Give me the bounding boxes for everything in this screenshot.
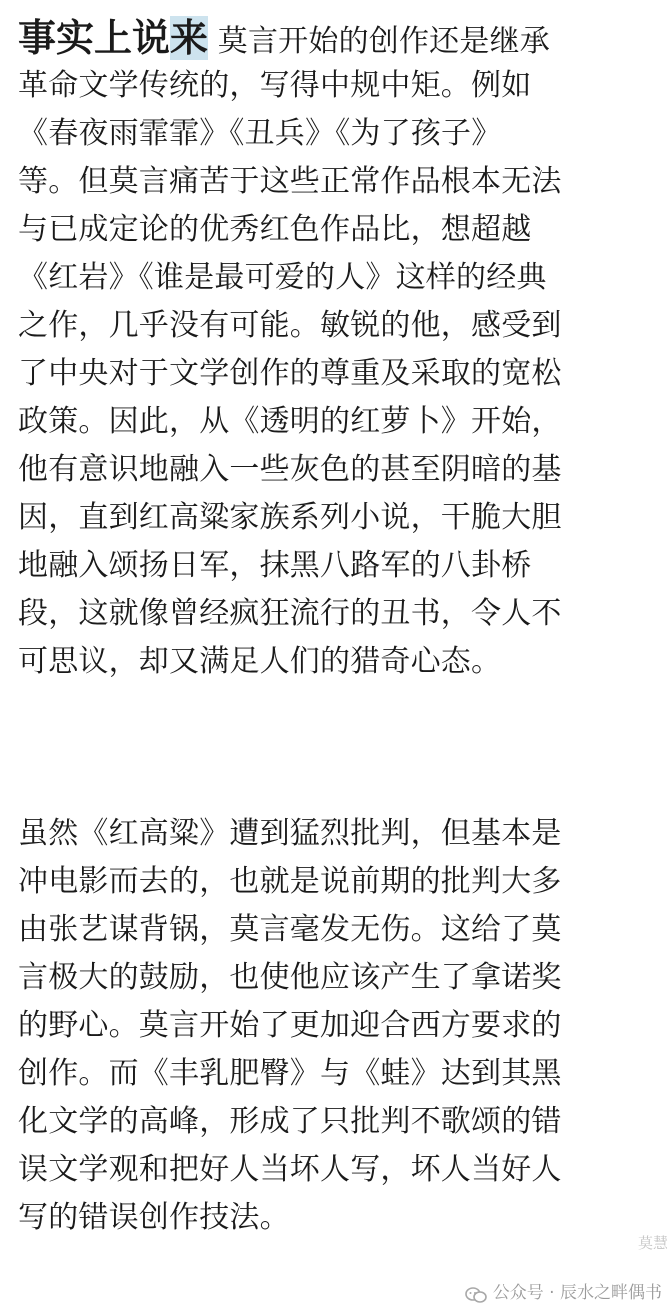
heading-text <box>18 16 208 60</box>
paragraph-1-line: 地融入颂扬日军，抹黑八路军的八卦桥 <box>18 548 532 583</box>
paragraph-1-line: 革命文学传统的，写得中规中矩。例如 <box>18 68 532 103</box>
paragraph-1-line: 与已成定论的优秀红色作品比，想超越 <box>18 212 532 247</box>
paragraph-2-line: 言极大的鼓励，也使他应该产生了拿诺奖 <box>18 960 562 995</box>
paragraph-2 <box>18 810 658 1242</box>
paragraph-1-line: 政策。因此，从《透明的红萝卜》开始， <box>18 404 562 439</box>
paragraph-2-line: 的野心。莫言开始了更加迎合西方要求的 <box>18 1008 562 1043</box>
paragraph-1-line: 段，这就像曾经疯狂流行的丑书，令人不 <box>18 596 562 631</box>
watermark <box>465 1278 662 1308</box>
paragraph-2-line: 误文学观和把好人当坏人写，坏人当好人 <box>18 1152 562 1187</box>
paragraph-2-line: 化文学的高峰，形成了只批判不歌颂的错 <box>18 1104 562 1139</box>
paragraph-2-line: 虽然《红高粱》遭到猛烈批判，但基本是 <box>18 816 562 851</box>
paragraph-1-line: 了中央对于文学创作的尊重及采取的宽松 <box>18 356 562 391</box>
corner-watermark: 莫慧 <box>637 1234 668 1252</box>
paragraph-1-line-0 <box>18 14 658 62</box>
heading-plain: 事实上说 <box>18 16 171 60</box>
paragraph-1-line: 他有意识地融入一些灰色的甚至阴暗的基 <box>18 452 562 487</box>
paragraph-2-line: 创作。而《丰乳肥臀》与《蛙》达到其黑 <box>18 1056 562 1091</box>
paragraph-1-line: 等。但莫言痛苦于这些正常作品根本无法 <box>18 164 562 199</box>
paragraph-1-line: 《春夜雨霏霏》《丑兵》《为了孩子》 <box>18 116 502 151</box>
paragraph-1 <box>18 14 658 686</box>
wechat-official-account-icon <box>465 1284 487 1302</box>
heading-highlighted-char[interactable]: 来 <box>170 16 209 60</box>
paragraph-1-lead: 莫言开始的创作还是继承 <box>217 24 550 59</box>
paragraph-1-line: 因，直到红高粱家族系列小说，干脆大胆 <box>18 500 562 535</box>
paragraph-2-line: 由张艺谋背锅，莫言毫发无伤。这给了莫 <box>18 912 562 947</box>
watermark-text: 公众号 · 辰水之畔偶书 <box>492 1283 662 1303</box>
paragraph-2-line: 写的错误创作技法。 <box>18 1200 290 1235</box>
paragraph-1-line: 可思议，却又满足人们的猎奇心态。 <box>18 644 502 679</box>
paragraph-1-line: 《红岩》《谁是最可爱的人》这样的经典 <box>18 260 547 295</box>
paragraph-1-line: 之作，几乎没有可能。敏锐的他，感受到 <box>18 308 562 343</box>
paragraph-2-line: 冲电影而去的，也就是说前期的批判大多 <box>18 864 562 899</box>
